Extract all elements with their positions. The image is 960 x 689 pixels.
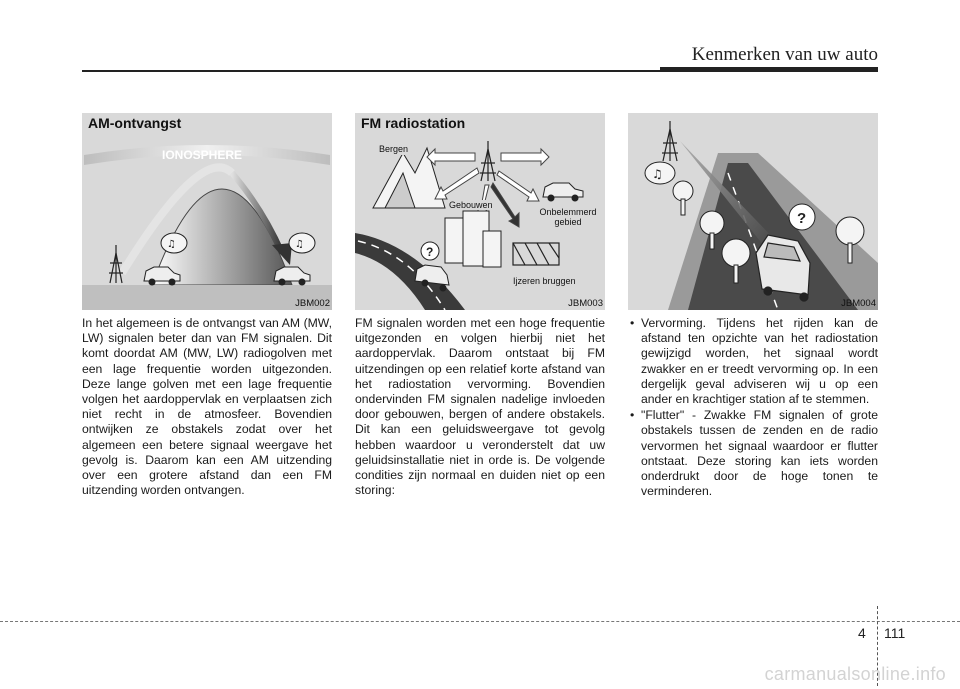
- radio-tower-icon: [662, 121, 678, 161]
- figure-code: JBM003: [568, 298, 603, 309]
- buildings-icon: [445, 211, 501, 267]
- svg-text:♫: ♫: [652, 167, 663, 181]
- am-text-column: [82, 316, 332, 498]
- am-illustration: [82, 113, 332, 310]
- svg-text:♫: ♫: [295, 239, 304, 250]
- question-bubble-icon: [421, 242, 439, 260]
- list-item: • Vervorming. Tijdens het rijden kan de afstand ten opzichte van het radiostation gewijzigd worden, het signaal wordt zwakker en er treedt vervorming op. In een dergelijk geval adviseren wij u op een ander en krachtiger station af te stemmen.: [628, 316, 878, 407]
- mountains-label: Bergen: [373, 143, 414, 155]
- fm-text-column: [355, 316, 605, 498]
- svg-text:♫: ♫: [167, 239, 176, 250]
- am-paragraph: In het algemeen is de ontvangst van AM (MW, LW) signalen beter dan van FM signalen. Dit komt doordat AM (MW, LW) radiogolven met een lage frequentie worden uitgezonden. Deze lange golven met een lage frequentie volgen het aardoppervlak en verplaatsen zich niet recht in de atmosfeer. Bovendien ontwijken ze obstakels zodat over het algemeen een betere signaal weergave het gevolg is. Daarom kan een AM uitzending over een grotere afstand dan een FM uitzending worden ontvangen.: [82, 316, 332, 498]
- music-note-icon: [645, 162, 675, 184]
- list-item: • "Flutter" - Zwakke FM signalen of grote obstakels tussen de zenden en de radio vervormen het signaal waardoor er flutter ontstaat. Deze storing kan iets worden onderdrukt door de hoge tonen te verminderen.: [628, 408, 878, 499]
- bridge-icon: [513, 243, 559, 265]
- svg-text:?: ?: [426, 245, 434, 259]
- header-title: Kenmerken van uw auto: [691, 44, 878, 65]
- am-reception-figure: [82, 113, 332, 310]
- watermark: carmanualsonline.info: [764, 664, 946, 684]
- bridges-label: Ijzeren bruggen: [513, 276, 576, 286]
- footer-divider: [0, 621, 960, 622]
- fm-distance-figure: [628, 113, 878, 310]
- am-figure-title: AM-ontvangst: [88, 115, 182, 131]
- figure-code: JBM004: [841, 298, 876, 309]
- fm-paragraph: FM signalen worden met een hoge frequentie uitgezonden en volgen hierbij niet het aardoppervlak. Daarom ontstaat bij FM uitzendingen op een relatief korte afstand van het radiostation vervorming. Bovendien ondervinden FM signalen nadelige invloeden door gebouwen, bergen of andere obstakels. Dit kan een geluidsweergave tot gevolg hebben waardoor u veronderstelt dat uw geluidsinstallatie niet in orde is. De volgende condities zijn normaal en duiden niet op een storing:: [355, 316, 605, 498]
- radio-tower-icon: [480, 141, 496, 181]
- conditions-list: [628, 316, 878, 499]
- radio-tower-icon: [109, 245, 123, 283]
- buildings-label: Gebouwen: [449, 200, 493, 210]
- header-rule-thick: [660, 67, 878, 72]
- figure-code: JBM002: [295, 298, 330, 309]
- conditions-column: [628, 316, 878, 500]
- fm-car-illustration: [628, 113, 878, 310]
- fm-figure-title: FM radiostation: [361, 115, 466, 131]
- fm-station-figure: [355, 113, 605, 310]
- ionosphere-label: IONOSPHERE: [162, 148, 243, 162]
- chapter-number: 4: [858, 625, 866, 641]
- unobstructed-label: Onbelemmerd gebied: [531, 207, 605, 227]
- svg-text:?: ?: [797, 210, 807, 227]
- page-number: 111: [884, 625, 906, 641]
